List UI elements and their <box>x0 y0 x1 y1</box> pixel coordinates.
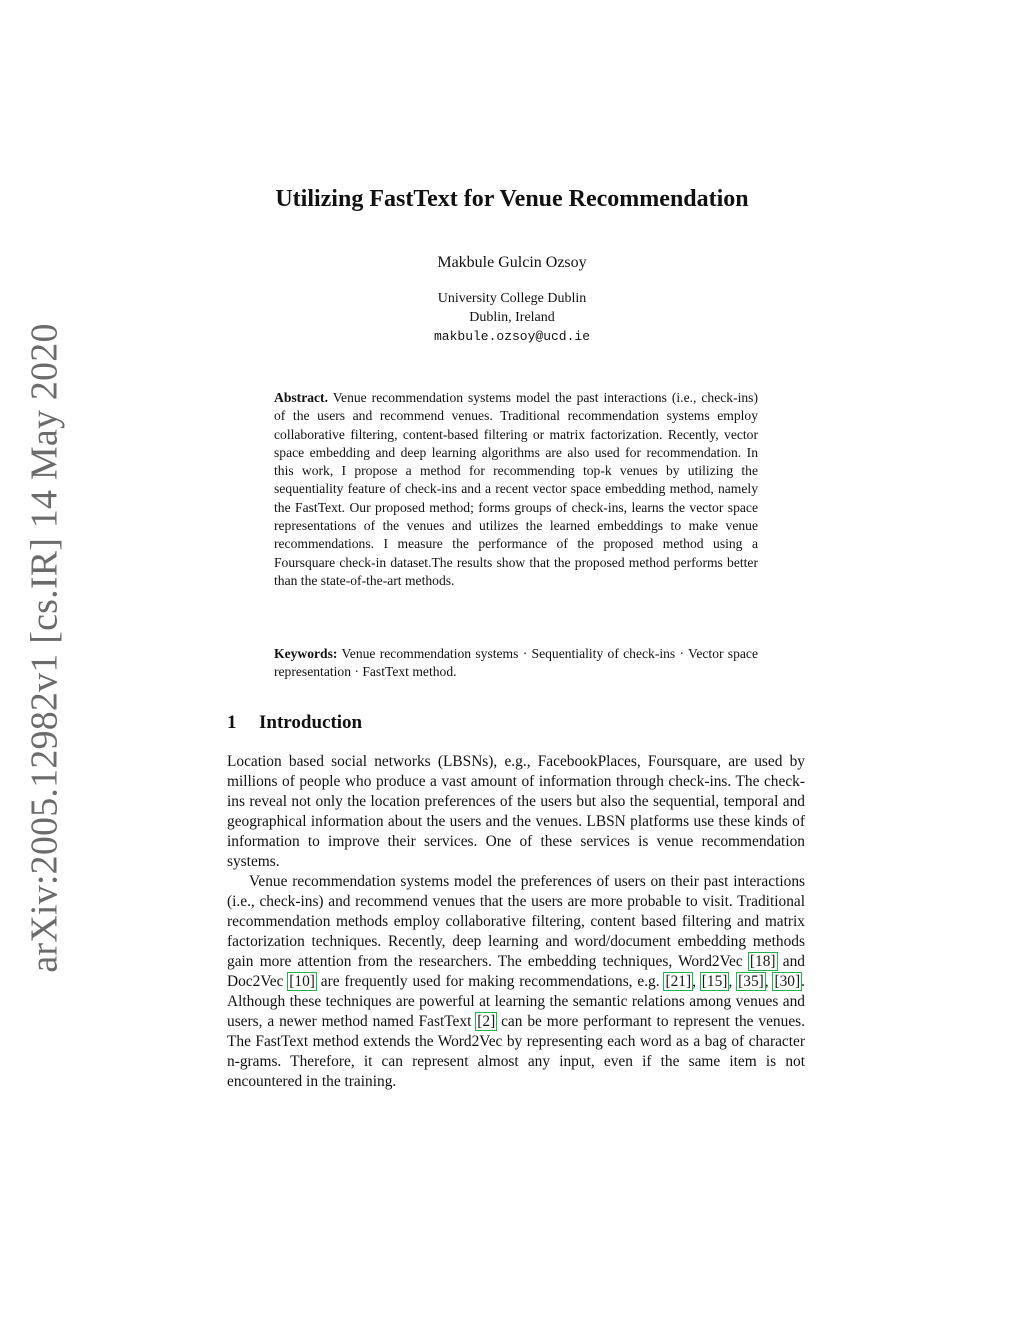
affiliation-location: Dublin, Ireland <box>469 310 555 325</box>
arxiv-identifier-text: arXiv:2005.12982v1 [cs.IR] 14 May 2020 <box>24 322 67 973</box>
citation-link[interactable]: [30] <box>774 973 801 990</box>
section-body <box>227 752 805 1092</box>
keywords <box>274 645 758 682</box>
section-title: Introduction <box>259 712 363 733</box>
section-number: 1 <box>227 712 237 733</box>
citation-link[interactable]: [15] <box>701 973 728 990</box>
paragraph-text: can be more performant to represent the venues. The FastText method extends the Word2Vec by representing each word as a bag of character n-grams. Therefore, it can represent almost any input, even if the same item is not encountered in the training. <box>227 1013 805 1090</box>
citation-link[interactable]: [35] <box>738 973 764 990</box>
keywords-text: Venue recommendation systems · Sequentiality of check-ins · Vector space representation · FastText method. <box>274 646 758 680</box>
citation-link[interactable]: [10] <box>289 973 315 990</box>
citation-link[interactable]: [2] <box>477 1013 496 1030</box>
abstract-text: Venue recommendation systems model the past interactions (i.e., check-ins) of the users and recommend venues. Traditional recommendation systems employ collaborative filtering, content-based filtering or matrix factorization. Recently, vector space embedding and deep learning algorithms are also used for recommendation. In this work, I propose a method for recommending top-k venues by utilizing the sequentiality feature of check-ins and a recent vector space embedding method, namely the FastText. Our proposed method; forms groups of check-ins, learns the vector space representations of the venues and utilizes the learned embeddings to make venue recommendations. I measure the performance of the proposed method using a Foursquare check-in dataset.The results show that the proposed method performs better than the state-of-the-art methods. <box>274 390 758 588</box>
citation-link[interactable]: [21] <box>665 973 692 990</box>
author-name: Makbule Gulcin Ozsoy <box>437 254 587 271</box>
paragraph-text: and Doc2Vec <box>227 953 805 990</box>
abstract <box>274 389 758 590</box>
keywords-label: Keywords: <box>274 646 338 661</box>
intro-paragraph-2 <box>227 872 805 1092</box>
section-heading <box>227 712 362 734</box>
affiliation-block <box>0 289 1024 346</box>
author-email[interactable]: makbule.ozsoy@ucd.ie <box>433 329 591 344</box>
intro-paragraph-1: Location based social networks (LBSNs), e.g., FacebookPlaces, Foursquare, are used by millions of people who produce a vast amount of information through check-ins. The check-ins reveal not only the location preferences of the users but also the sequential, temporal and geographical information about the users and the venues. LBSN platforms use these kinds of information to improve their services. One of these services is venue recommendation systems. <box>227 753 805 870</box>
affiliation-institution: University College Dublin <box>437 291 587 306</box>
citation-link[interactable]: [18] <box>749 953 776 970</box>
paragraph-text: are frequently used for making recommendations, e.g. <box>315 973 665 990</box>
paper-title: Utilizing FastText for Venue Recommendation <box>275 186 749 212</box>
abstract-label: Abstract. <box>274 390 328 405</box>
arxiv-identifier-stamp <box>22 322 68 973</box>
paragraph-text: , <box>692 973 701 990</box>
paragraph-text: Venue recommendation systems model the preferences of users on their past interactions (i.e., check-ins) and recommend venues that the users are more probable to visit. Traditional recommendation methods employ collaborative filtering, content based filtering and matrix factorization techniques. Recently, deep learning and word/document embedding methods gain more attention from the researchers. The embedding techniques, Word2Vec <box>227 873 805 970</box>
paragraph-text: , <box>764 973 774 990</box>
paragraph-text: , <box>728 973 738 990</box>
paragraph-text: . Although these techniques are powerful at learning the semantic relations among venues and users, a newer method named FastText <box>227 973 805 1030</box>
